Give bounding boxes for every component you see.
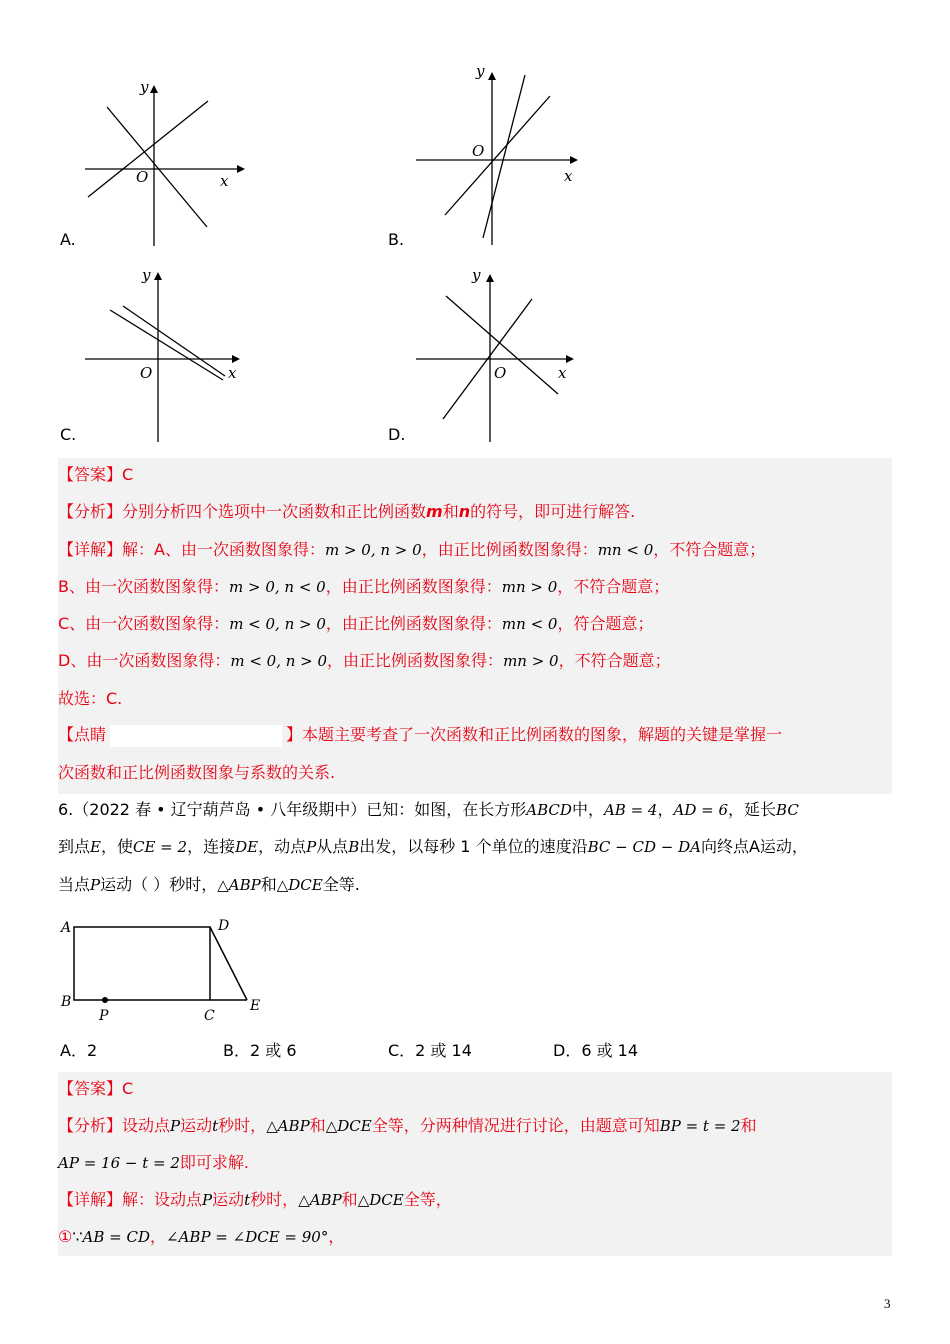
math: t	[212, 1117, 219, 1135]
y-axis-label: y	[472, 266, 481, 284]
x-axis-label: x	[228, 364, 237, 382]
text: 到点	[58, 837, 91, 856]
graph-option-d	[410, 264, 580, 444]
math-condition: m > 0, n < 0	[228, 578, 326, 596]
text: 中，	[571, 800, 604, 819]
math: AB = CD	[82, 1228, 150, 1246]
point-c-label: C	[204, 1008, 215, 1022]
answer-tag: 【答案】	[58, 1079, 123, 1098]
q5-comment	[58, 722, 782, 747]
math: P	[170, 1117, 181, 1135]
text: 6.（2022 春 • 辽宁葫芦岛 • 八年级期中）已知：如图，在长方形	[58, 800, 527, 819]
option-c-label: C.	[60, 425, 77, 444]
q5-conclusion: 故选：C.	[58, 689, 123, 708]
detail-text: ，由正比例函数图象得：	[327, 651, 504, 670]
answer-value: C	[122, 465, 134, 484]
math-condition: m > 0, n > 0	[324, 541, 422, 559]
q5-detail-b	[58, 574, 669, 597]
detail-tag: 【详解】	[58, 1190, 123, 1209]
text: 向终点	[700, 837, 749, 856]
detail-text: D、由一次函数图象得：	[58, 651, 231, 670]
analysis-text: 的符号，即可进行解答.	[470, 502, 636, 521]
var-m: m	[426, 502, 443, 521]
detail-text: 解：A、由一次函数图象得：	[122, 540, 325, 559]
text: 全等.	[322, 875, 360, 894]
text: ，	[150, 1227, 167, 1246]
text: 出发，以每秒 1 个单位的速度沿	[359, 837, 588, 856]
math: BC − CD − DA	[587, 838, 701, 856]
var-n: n	[458, 502, 471, 521]
y-axis-label: y	[140, 78, 149, 96]
y-axis-label: y	[142, 266, 151, 284]
q6-choice-a: A．2	[60, 1041, 98, 1060]
origin-label: O	[494, 364, 507, 382]
math: △DCE	[276, 876, 323, 894]
graph-option-c	[80, 264, 250, 444]
math: P	[202, 1191, 213, 1209]
text: ，	[328, 1227, 345, 1246]
detail-text: ，不符合题意；	[558, 651, 671, 670]
text: 设动点	[122, 1116, 171, 1135]
text: ，	[657, 800, 674, 819]
math: AP = 16 − t = 2	[58, 1154, 180, 1172]
origin-label: O	[140, 364, 153, 382]
analysis-tag: 【分析】	[58, 502, 123, 521]
option-d-label: D.	[388, 425, 406, 444]
detail-text: ，不符合题意；	[653, 540, 766, 559]
y-axis-label: y	[476, 62, 485, 80]
text: ，使	[100, 837, 133, 856]
math: AD = 6	[673, 801, 728, 819]
detail-tag: 【详解】	[58, 540, 123, 559]
x-axis-label: x	[220, 172, 229, 190]
q6-analysis	[58, 1113, 757, 1136]
q6-statement-line3	[58, 872, 360, 895]
comment-tag-close: 】	[286, 725, 303, 744]
case-number: ①	[58, 1227, 73, 1246]
origin-label: O	[472, 142, 485, 160]
text: 和	[740, 1116, 757, 1135]
q6-statement-line1	[58, 797, 799, 820]
q6-answer	[58, 1076, 133, 1099]
q6-choice-b: B．2 或 6	[223, 1041, 297, 1060]
detail-text: ，符合题意；	[557, 614, 654, 633]
math-condition: m < 0, n > 0	[230, 652, 328, 670]
analysis-tag: 【分析】	[58, 1116, 123, 1135]
text: 全等，	[403, 1190, 452, 1209]
math: P	[90, 876, 101, 894]
math-condition: mn < 0	[597, 541, 654, 559]
analysis-text: 和	[442, 502, 459, 521]
q5-analysis	[58, 499, 635, 522]
math: ABCD	[526, 801, 572, 819]
analysis-text: 分别分析四个选项中一次函数和正比例函数	[122, 502, 427, 521]
point-e-label: E	[250, 998, 261, 1014]
point-p-label: P	[99, 1008, 109, 1022]
detail-text: ，不符合题意；	[557, 577, 670, 596]
math: △ABP	[298, 1191, 342, 1209]
math: P	[306, 838, 317, 856]
q6-case1	[58, 1224, 344, 1247]
math: BP = t = 2	[659, 1117, 741, 1135]
text: 从点	[316, 837, 349, 856]
comment-tag: 【点睛	[58, 725, 107, 744]
math: BC	[776, 801, 799, 819]
text: 解：设动点	[122, 1190, 203, 1209]
q6-detail	[58, 1187, 452, 1210]
q6-rectangle-figure	[58, 912, 268, 1022]
math: △ABP	[266, 1117, 310, 1135]
q6-statement-line2	[58, 834, 808, 857]
point-a-label: A	[61, 920, 72, 936]
q5-detail-c	[58, 611, 653, 634]
text: 秒时，	[218, 1116, 267, 1135]
text: ，动点	[258, 837, 307, 856]
detail-text: ，由正比例函数图象得：	[421, 540, 598, 559]
text: 运动	[180, 1116, 213, 1135]
text: 运动（ ）秒时，	[100, 875, 218, 894]
redaction-box	[110, 725, 282, 747]
math: B	[348, 838, 360, 856]
detail-text: ，由正比例函数图象得：	[325, 577, 502, 596]
text: 运动	[212, 1190, 245, 1209]
text: ，连接	[187, 837, 236, 856]
detail-text: B、由一次函数图象得：	[58, 577, 229, 596]
text: 当点	[58, 875, 91, 894]
math-condition: m < 0, n > 0	[229, 615, 326, 633]
math-condition: mn < 0	[501, 615, 558, 633]
text: 秒时，	[250, 1190, 299, 1209]
option-b-label: B.	[388, 230, 405, 249]
point-d-label: D	[218, 918, 230, 934]
math: △DCE	[325, 1117, 372, 1135]
math-condition: mn > 0	[501, 578, 558, 596]
q6-choice-c: C．2 或 14	[388, 1041, 472, 1060]
comment-text: 本题主要考查了一次函数和正比例函数的图象，解题的关键是掌握一	[302, 725, 783, 744]
answer-value: C	[122, 1079, 134, 1098]
graph-option-b	[410, 60, 590, 250]
detail-text: C、由一次函数图象得：	[58, 614, 230, 633]
text: A	[748, 837, 760, 856]
because-symbol: ∵	[72, 1227, 83, 1246]
q5-answer	[58, 462, 133, 485]
text: 全等，分两种情况进行讨论，由题意可知	[371, 1116, 660, 1135]
math: △DCE	[357, 1191, 404, 1209]
text: 和	[260, 875, 277, 894]
answer-tag: 【答案】	[58, 465, 123, 484]
math: ∠ABP = ∠DCE = 90°	[166, 1228, 329, 1246]
option-a-label: A.	[60, 230, 76, 249]
math: AB = 4	[603, 801, 658, 819]
math: t	[244, 1191, 251, 1209]
text: 和	[309, 1116, 326, 1135]
math: CE = 2	[132, 838, 188, 856]
text: 运动，	[759, 837, 808, 856]
point-b-label: B	[61, 994, 72, 1010]
page-number: 3	[884, 1296, 891, 1311]
math: E	[90, 838, 101, 856]
detail-text: ，由正比例函数图象得：	[325, 614, 502, 633]
math: △ABP	[217, 876, 261, 894]
text: 和	[341, 1190, 358, 1209]
graph-option-a	[80, 78, 250, 248]
q5-detail-d	[58, 648, 671, 671]
q5-detail-a	[58, 537, 765, 560]
q6-choice-d: D．6 或 14	[553, 1041, 639, 1060]
x-axis-label: x	[558, 364, 567, 382]
math-condition: mn > 0	[503, 652, 559, 670]
text: 即可求解.	[179, 1153, 249, 1172]
text: ，延长	[728, 800, 777, 819]
math: DE	[235, 838, 259, 856]
q5-comment-cont: 次函数和正比例函数图象与系数的关系.	[58, 763, 336, 782]
q6-analysis-cont	[58, 1150, 249, 1173]
x-axis-label: x	[564, 167, 573, 185]
origin-label: O	[136, 168, 149, 186]
